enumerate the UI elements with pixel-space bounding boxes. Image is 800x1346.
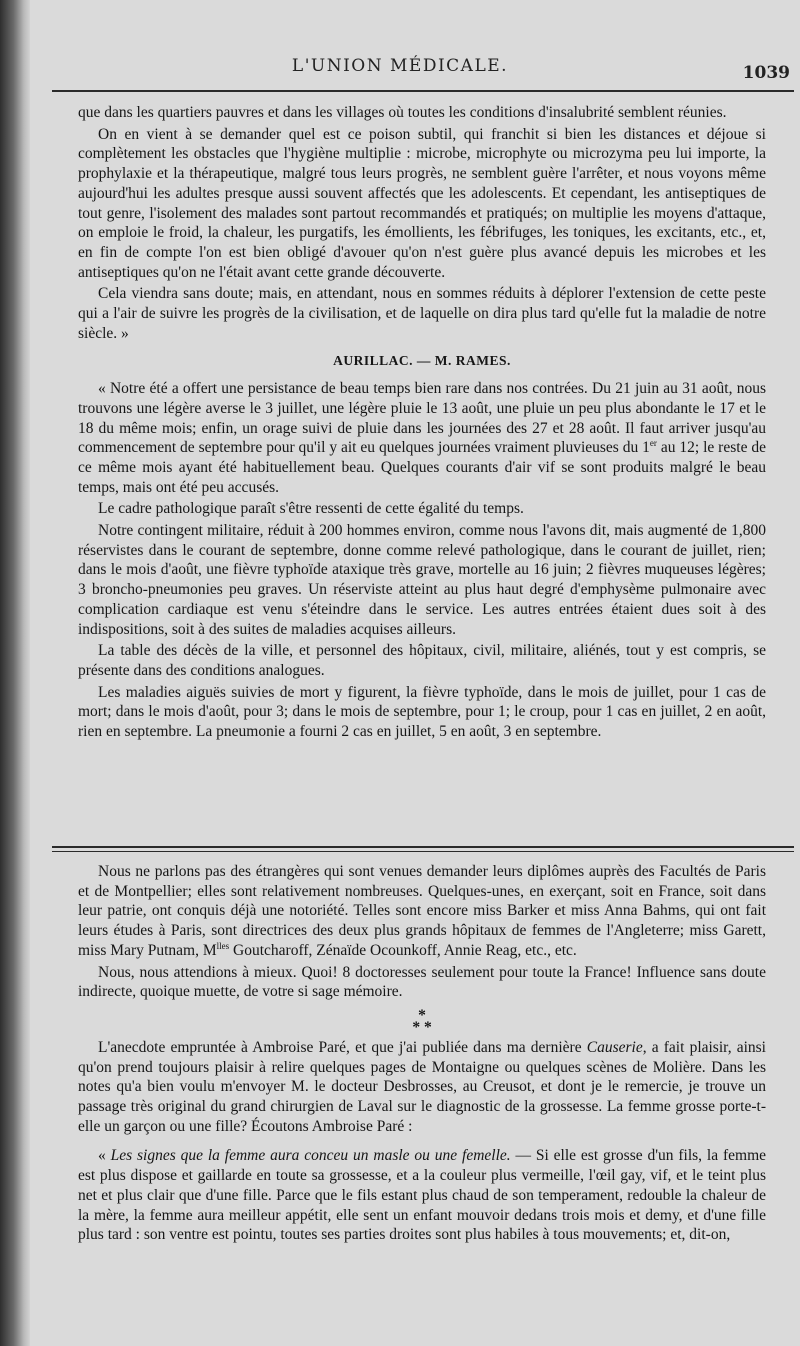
text-run: au 12; le reste de ce même mois ayant été habituellement beau. Quelques courants d'air vif se sont produits malgré le beau temps, mais ont été peu accusés. (78, 439, 766, 496)
section-heading: AURILLAC. — M. RAMES. (333, 353, 511, 369)
page-header (50, 56, 790, 90)
italic-text: Les signes que la femme aura conceu un masle ou une femelle. (110, 1147, 511, 1165)
paragraph (78, 862, 766, 961)
paragraph: On en vient à se demander quel est ce poison subtil, qui franchit si bien les distances et déjoue si complètement les obstacles que l'hygiène multiplie : microbe, microphyte ou microzyma peu lui importe, la prophylaxie et la thérapeutique, malgré tous leurs progrès, ne semblent guère l'arrêter, et nous voyons même aujourd'hui les adultes presque aussi souvent affectés que les adolescents. Et cependant, les antiseptiques de tout genre, l'isolement des malades sont partout recommandés et pratiqués; on multiplie les moyens d'attaque, on emploie le froid, la chaleur, les purgatifs, les émollients, les fébrifuges, les toniques, les excitants, etc., et, en fin de compte l'on est bien obligé d'avouer qu'on n'est guère plus avancé depuis les microbes et les antiseptiques qu'on ne l'était avant cette grande découverte. (78, 125, 766, 281)
section-divider (52, 846, 794, 848)
text-run: Goutcharoff, Zénaïde Ocounkoff, Annie Reag, etc., etc. (229, 941, 577, 959)
article-body-1 (78, 103, 766, 744)
text-run: — Si elle est grosse d'un fils, la femme est plus dispose et gaillarde en toute sa grossesse, et a la couleur plus vermeille, l'œil gay, vif, et le teint plus net et plus clair que d'une fille. Parce que le fils estant plus chaud de son temperament, redouble la chaleur de la mère, la femme aura meilleur appétit, elle sent un enfant mouvoir dedans trois mois et demy, et d'une fille plus tard : son ventre est pointu, toutes ses parties droites sont plus habiles à tous mouvements; et, dit-on, (78, 1147, 767, 1244)
text-run: , a fait plaisir, ainsi qu'on prend toujours plaisir à relire quelques pages de Montaigne ou quelques scènes de Molière. Dans les notes qu'a bien voulu m'envoyer M. le docteur Desbrosses, au Creusot, et dont je le remercie, je trouve un passage très original du grand chirurgien de Laval sur le diagnostic de la grossesse. La femme grosse porte-t-elle un garçon ou une fille? Écoutons Ambroise Paré : (78, 1038, 766, 1135)
paragraph (78, 1038, 766, 1137)
text-run: Nous ne parlons pas des étrangères qui sont venues demander leurs diplômes auprès des Facultés de Paris et de Montpellier; elles sont relativement nombreuses. Quelques-unes, en exerçant, soit en France, soit dans leur patrie, ont conquis déjà une notoriété. Telles sont encore miss Barker et miss Anna Bahms, qui ont fait leurs études à Paris, sont directrices des deux plus grands hôpitaux de femmes de l'Angleterre; miss Garett, miss Mary Putnam, (78, 863, 766, 959)
header-rule (52, 90, 794, 92)
article-body-2 (78, 862, 766, 1247)
superscript: lles (216, 940, 230, 951)
superscript: er (649, 438, 657, 449)
section-divider-thin (52, 851, 794, 852)
paragraph (78, 379, 766, 497)
text-run: « (98, 1147, 111, 1165)
text-run: « Notre été a offert une persistance de beau temps bien rare dans nos contrées. Du 21 juin au 31 août, nous trouvons une légère averse le 3 juillet, une légère pluie le 13 août, une pluie un peu plus abondante le 17 et le 18 du même mois; enfin, un orage suivi de pluie dans les journées des 27 et 28 août. Il faut arriver jusqu'au commencement de septembre pour qu'il y ait eu quelques journées vraiment pluvieuses du 1 (78, 380, 766, 457)
italic-text: Causerie (586, 1038, 643, 1056)
paragraph: Cela viendra sans doute; mais, en attendant, nous en sommes réduits à déplorer l'extension de cette peste qui a l'air de suivre les progrès de la civilisation, et de laquelle on dira plus tard qu'elle fut la maladie de notre siècle. » (78, 285, 766, 342)
paragraph (78, 1146, 766, 1245)
paragraph: La table des décès de la ville, et personnel des hôpitaux, civil, militaire, aliénés, tout y est compris, se présente dans des conditions analogues. (78, 642, 766, 679)
paragraph: Notre contingent militaire, réduit à 200 hommes environ, comme nous l'avons dit, mais augmenté de 1,800 réservistes dans le courant de septembre, donne comme relevé pathologique, dans le courant de juillet, rien; dans le mois d'août, une fièvre typhoïde ataxique très grave, mortelle au 16 juin; 2 fièvres muqueuses légères; 3 broncho-pneumonies peu graves. Un réserviste atteint au plus haut degré d'emphysème pulmonaire avec complication cardiaque est venu s'éteindre dans le service. Les autres entrées étaient dues soit à des indispositions, soit à des suites de maladies acquises ailleurs. (78, 522, 766, 638)
text-run: L'anecdote empruntée à Ambroise Paré, et que j'ai publiée dans ma dernière (98, 1038, 587, 1056)
running-title: L'UNION MÉDICALE. (291, 56, 509, 76)
paragraph: Nous, nous attendions à mieux. Quoi! 8 doctoresses seulement pour toute la France! Influence sans doute indirecte, quoique muette, de votre si sage mémoire. (78, 963, 766, 1001)
page-number: 1039 (742, 63, 790, 83)
text-run: M (202, 941, 217, 959)
section-stars: * * * (412, 1006, 432, 1036)
book-binding-shadow (0, 0, 30, 1346)
paragraph: Le cadre pathologique paraît s'être ressenti de cette égalité du temps. (98, 500, 524, 518)
paragraph: que dans les quartiers pauvres et dans les villages où toutes les conditions d'insalubrité semblent réunies. (78, 104, 727, 121)
paragraph: Les maladies aiguës suivies de mort y figurent, la fièvre typhoïde, dans le mois de juillet, pour 1 cas de mort; dans le mois d'août, pour 3; dans le mois de septembre, pour 1; le croup, pour 1 cas en juillet, 2 en août, rien en septembre. La pneumonie a fourni 2 cas en juillet, 5 en août, 3 en septembre. (78, 683, 766, 741)
